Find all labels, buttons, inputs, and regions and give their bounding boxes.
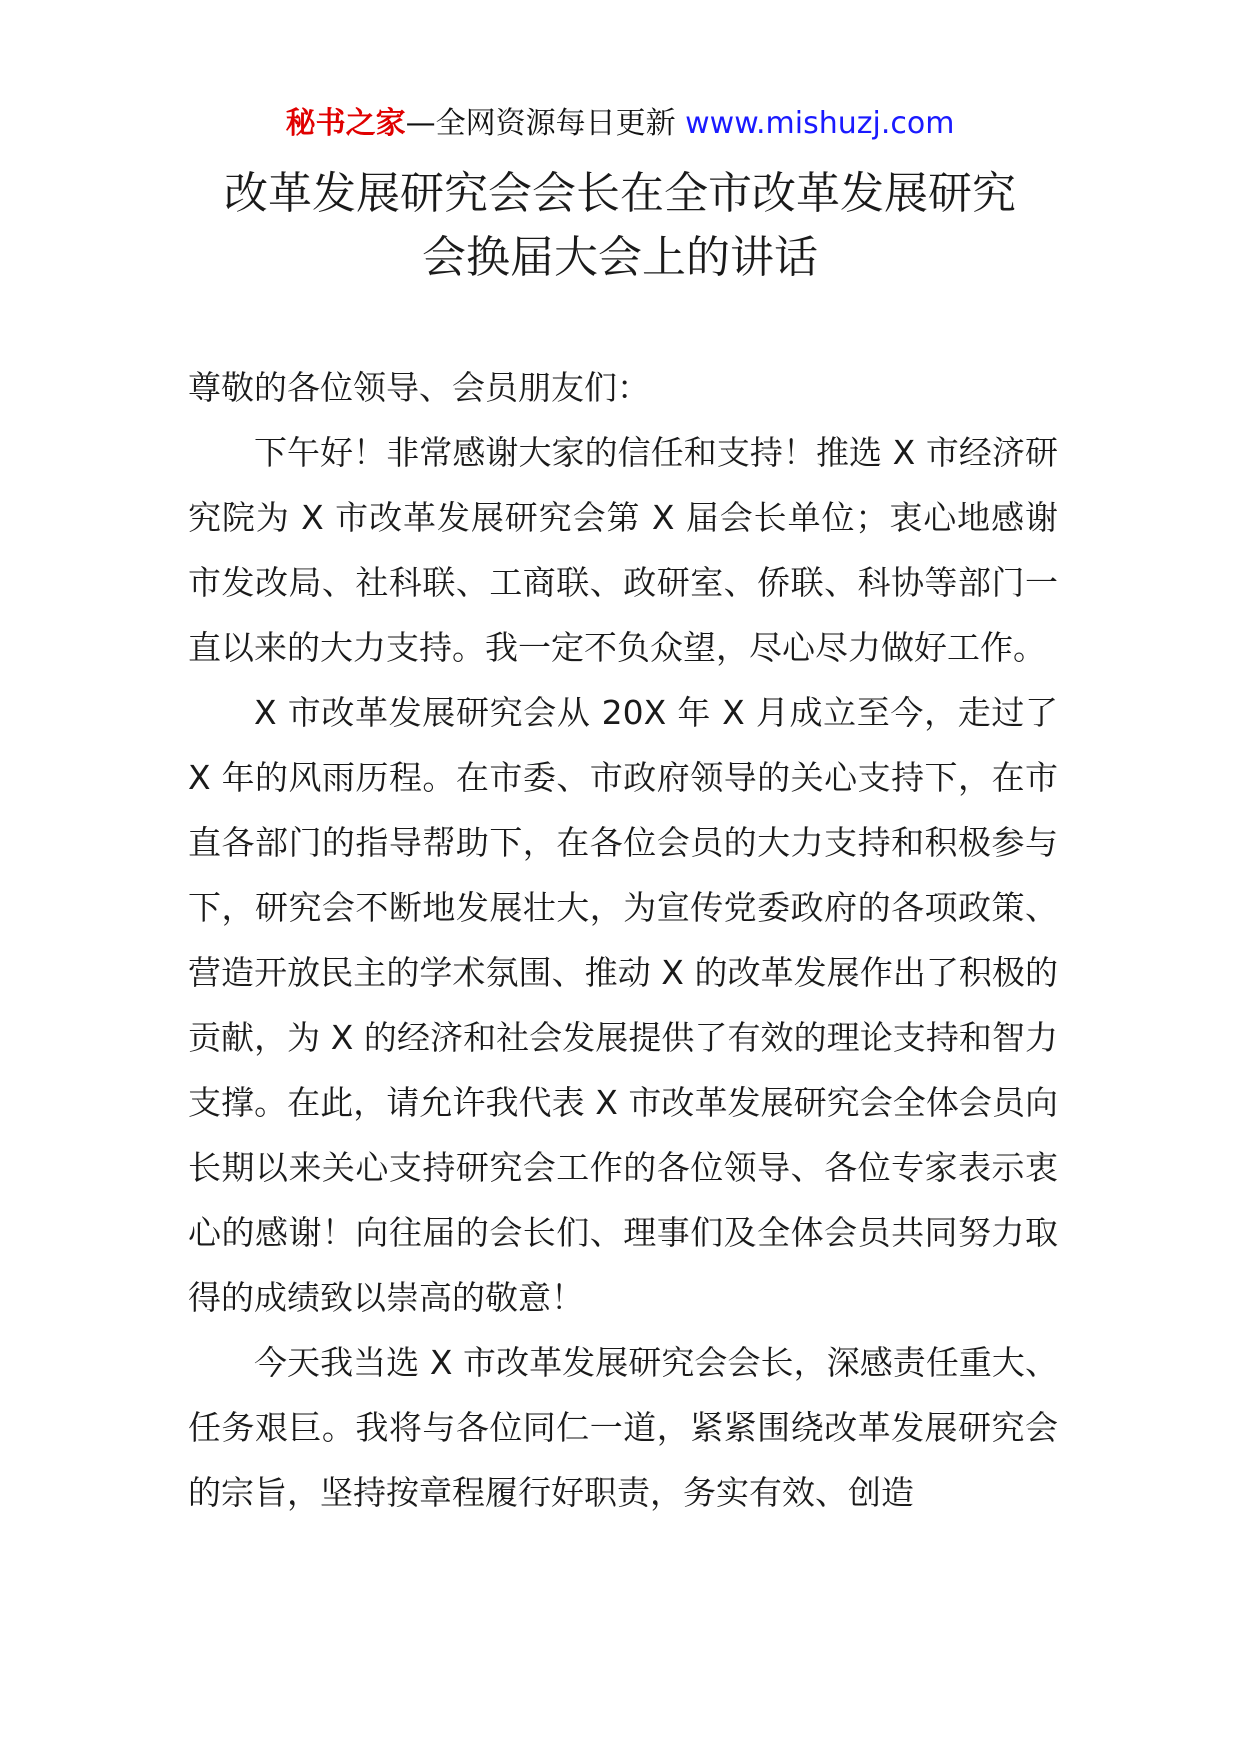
title-line-1: 改革发展研究会会长在全市改革发展研究 [224,168,1016,219]
brand-name: 秘书之家 [285,106,406,141]
header-slogan: —全网资源每日更新 [405,106,676,141]
document-title [150,162,1090,290]
site-header [0,102,1240,146]
salutation: 尊敬的各位领导、会员朋友们： [188,368,650,407]
paragraph-1: 下午好！非常感谢大家的信任和支持！推选 X 市经济研究院为 X 市改革发展研究会第 X 届会长单位；衷心地感谢市发改局、社科联、工商联、政研室、侨联、科协等部门一直以来的大力支持。我一定不负众望，尽心尽力做好工作。 [188,433,1058,667]
paragraph-2: X 市改革发展研究会从 20X 年 X 月成立至今，走过了 X 年的风雨历程。在市委、市政府领导的关心支持下，在市直各部门的指导帮助下，在各位会员的大力支持和积极参与下，研究会不断地发展壮大，为宣传党委政府的各项政策、营造开放民主的学术氛围、推动 X 的改革发展作出了积极的贡献，为 X 的经济和社会发展提供了有效的理论支持和智力支撑。在此，请允许我代表 X 市改革发展研究会全体会员向长期以来关心支持研究会工作的各位领导、各位专家表示衷心的感谢！向往届的会长们、理事们及全体会员共同努力取得的成绩致以崇高的敬意！ [188,693,1058,1317]
paragraph-3: 今天我当选 X 市改革发展研究会会长，深感责任重大、任务艰巨。我将与各位同仁一道，紧紧围绕改革发展研究会的宗旨，坚持按章程履行好职责，务实有效、创造 [188,1343,1058,1512]
title-line-2: 会换届大会上的讲话 [422,232,818,283]
document-body [188,355,1058,1525]
site-url-link[interactable]: www.mishuzj.com [685,106,955,141]
